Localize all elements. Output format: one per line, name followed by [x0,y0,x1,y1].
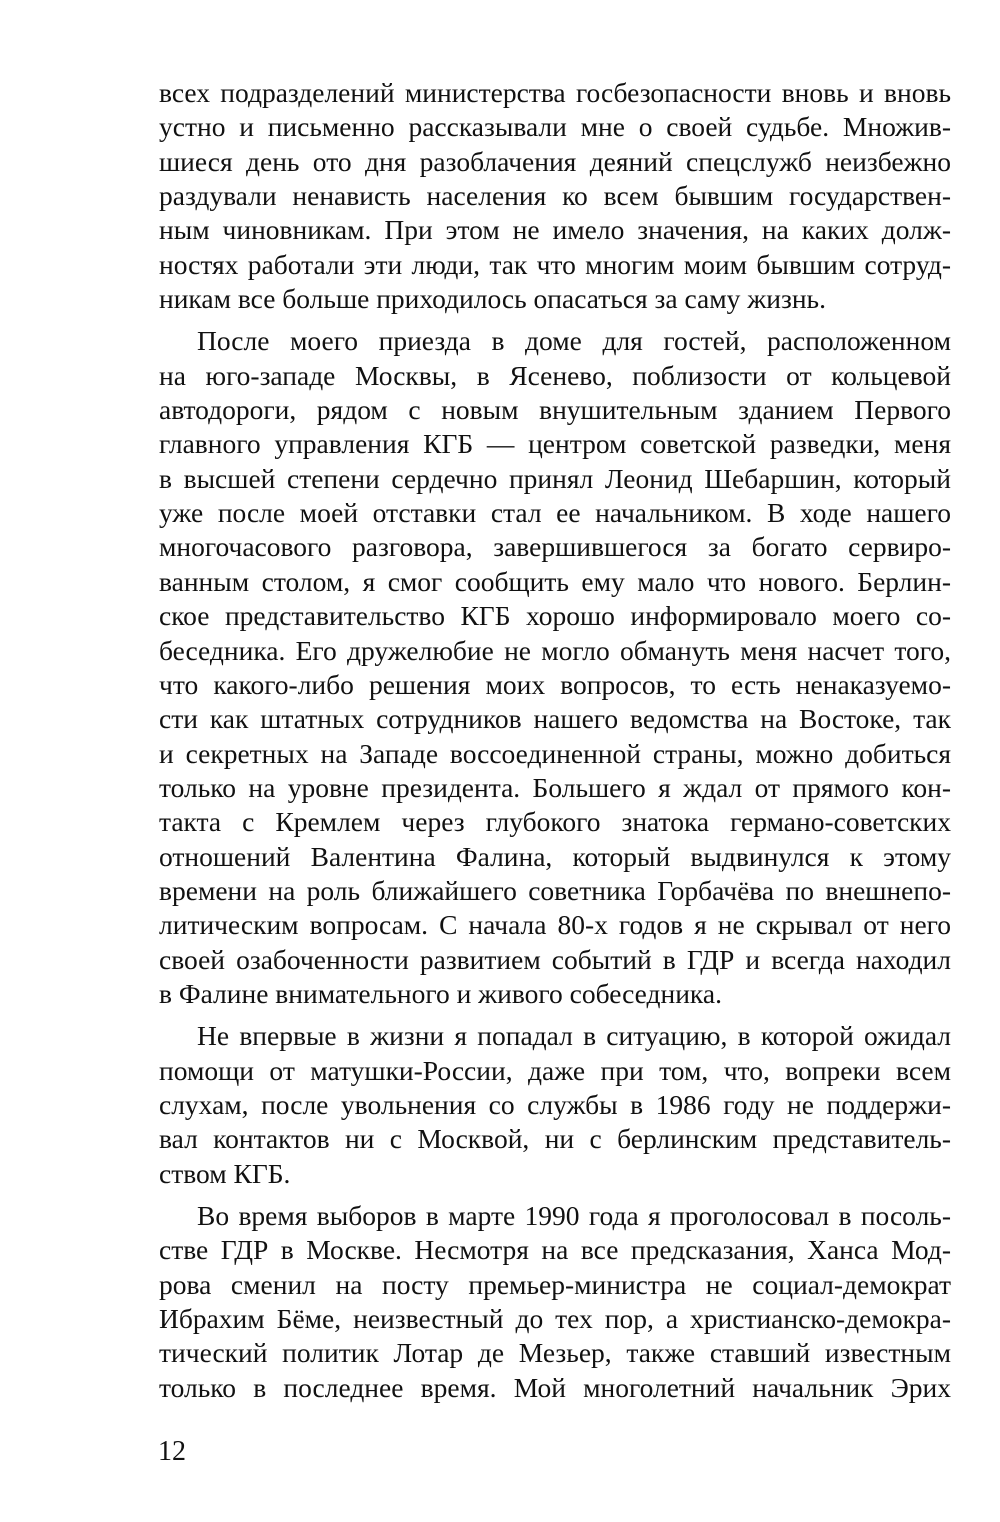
paragraph [159,76,951,316]
paragraph [159,1199,951,1405]
text-line: такта с Кремлем через глубокого знатока германо-советских [159,806,951,838]
text-line: тический политик Лотар де Мезьер, также ставший известным [159,1337,951,1369]
text-line: раздували ненависть населения ко всем бывшим государствен- [159,180,951,212]
text-line: Ибрахим Бёме, неизвестный до тех пор, а христианско-демокра- [159,1303,951,1335]
text-line: на юго-западе Москвы, в Ясенево, поблизости от кольцевой [159,359,951,391]
text-line: в высшей степени сердечно принял Леонид Шебаршин, который [159,462,951,494]
text-line: всех подразделений министерства госбезопасности вновь и вновь [159,77,951,108]
text-line: помощи от матушки-России, даже при том, что, вопреки всем [159,1054,951,1086]
text-line: Не впервые в жизни я попадал в ситуацию, в которой ожидал [197,1020,951,1052]
text-line: ным чиновникам. При этом не имело значения, на каких долж- [159,214,951,246]
text-line: ванным столом, я смог сообщить ему мало что нового. Берлин- [159,565,951,597]
text-line: После моего приезда в доме для гостей, расположенном [197,325,951,357]
text-line: что какого-либо решения моих вопросов, то есть ненаказуемо- [159,668,951,700]
text-line: своей озабоченности развитием событий в ГДР и всегда находил [159,943,951,975]
text-line: автодороги, рядом с новым внушительным зданием Первого [159,394,951,426]
body-text [159,76,951,1413]
paragraph [159,1019,951,1191]
text-line: только в последнее время. Мой многолетний начальник Эрих [159,1371,951,1403]
text-line: ством КГБ. [159,1157,291,1189]
text-line: рова сменил на посту премьер-министра не социал-демократ [159,1268,951,1300]
text-line: шиеся день ото дня разоблачения деяний спецслужб неизбежно [159,145,951,177]
text-line: ское представительство КГБ хорошо информировало моего со- [159,600,951,632]
text-line: никам все больше приходилось опасаться за саму жизнь. [159,283,826,315]
text-line: устно и письменно рассказывали мне о своей судьбе. Множив- [159,111,951,143]
text-line: стве ГДР в Москве. Несмотря на все предсказания, Ханса Мод- [159,1234,951,1266]
text-line: литическим вопросам. С начала 80-х годов я не скрывал от него [159,909,951,941]
text-line: в Фалине внимательного и живого собеседника. [159,977,722,1009]
text-line: уже после моей отставки стал ее начальником. В ходе нашего [159,497,951,529]
page-number: 12 [158,1436,186,1467]
text-line: ностях работали эти люди, так что многим моим бывшим сотруд- [159,248,951,280]
text-line: и секретных на Западе воссоединенной страны, можно добиться [159,737,951,769]
text-line: слухам, после увольнения со службы в 1986 году не поддержи- [159,1088,951,1120]
text-line: отношений Валентина Фалина, который выдвинулся к этому [159,840,951,872]
text-line: главного управления КГБ — центром советской разведки, меня [159,428,951,460]
paragraph [159,324,951,1011]
text-line: только на уровне президента. Большего я ждал от прямого кон- [159,771,951,803]
text-line: Во время выборов в марте 1990 года я проголосовал в посоль- [197,1200,951,1231]
text-line: сти как штатных сотрудников нашего ведомства на Востоке, так [159,703,951,735]
text-line: беседника. Его дружелюбие не могло обмануть меня насчет того, [159,634,951,666]
text-line: времени на роль ближайшего советника Горбачёва по внешнепо- [159,874,951,906]
text-line: многочасового разговора, завершившегося за богато сервиро- [159,531,951,563]
text-line: вал контактов ни с Москвой, ни с берлинским представитель- [159,1123,951,1155]
